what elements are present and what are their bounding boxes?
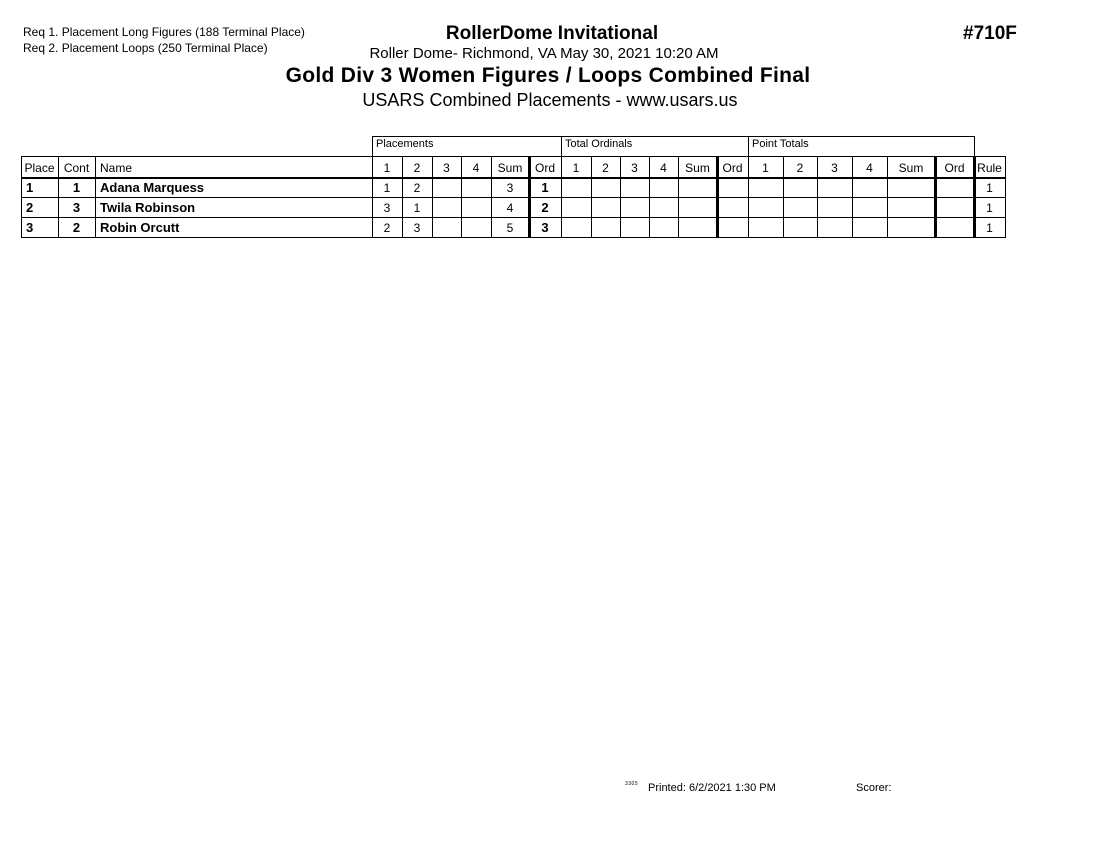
group-header: Point Totals (752, 138, 809, 150)
placement-2-cell: 2 (413, 181, 421, 195)
group-border-top (372, 136, 561, 137)
column-header: Sum (497, 161, 523, 175)
event-subtitle: USARS Combined Placements - www.usars.us (362, 90, 738, 110)
placement-ord-cell: 1 (541, 180, 549, 195)
cont-cell: 3 (72, 200, 81, 215)
group-divider (561, 136, 562, 156)
placement-sum-cell: 4 (506, 201, 514, 215)
cont-cell: 2 (72, 220, 81, 235)
column-header: 3 (831, 161, 838, 175)
event-title: Gold Div 3 Women Figures / Loops Combined Final (285, 64, 811, 87)
printed-timestamp: Printed: 6/2/2021 1:30 PM (648, 782, 776, 794)
rule-cell: 1 (986, 181, 993, 195)
place-cell: 3 (26, 220, 34, 235)
row-border (21, 217, 1005, 218)
group-divider (974, 136, 975, 156)
requirement-1: Req 1. Placement Long Figures (188 Terminal Place) (23, 25, 305, 39)
rule-cell: 1 (986, 201, 993, 215)
group-border-top (748, 136, 974, 137)
column-header: 1 (762, 161, 769, 175)
rule-cell: 1 (986, 221, 993, 235)
placement-1-cell: 1 (383, 181, 391, 195)
column-header: Place (24, 161, 55, 175)
column-header: Rule (977, 161, 1002, 175)
column-header: Ord (534, 161, 555, 175)
column-header: 2 (413, 161, 421, 175)
group-border-top (561, 136, 748, 137)
column-header: 1 (572, 161, 580, 175)
name-cell: Twila Robinson (100, 200, 196, 215)
header-border-top (21, 156, 1005, 157)
column-divider (95, 156, 96, 238)
requirement-2: Req 2. Placement Loops (250 Terminal Place) (23, 41, 268, 55)
row-border (21, 197, 1005, 198)
cont-cell: 1 (72, 180, 81, 195)
placement-2-cell: 1 (413, 201, 421, 215)
scorer-label: Scorer: (856, 782, 892, 794)
placement-sum-cell: 5 (506, 221, 514, 235)
column-header: 2 (796, 161, 804, 175)
group-header: Total Ordinals (565, 138, 633, 150)
row-border (21, 237, 1005, 238)
column-header: 4 (660, 161, 667, 175)
column-header: 3 (443, 161, 450, 175)
name-cell: Robin Orcutt (100, 220, 180, 235)
column-header: Ord (722, 161, 743, 175)
column-header: 2 (602, 161, 609, 175)
placement-1-cell: 3 (383, 201, 391, 215)
column-header: 3 (631, 161, 638, 175)
column-header: 4 (472, 161, 480, 175)
group-header: Placements (376, 138, 434, 150)
column-header: Ord (944, 161, 965, 175)
column-header: Name (100, 161, 133, 175)
column-header: 1 (383, 161, 391, 175)
group-divider (372, 136, 373, 156)
place-cell: 2 (26, 200, 34, 215)
name-cell: Adana Marquess (100, 180, 205, 195)
place-cell: 1 (26, 180, 34, 195)
footer-code: 3305 (625, 781, 639, 787)
placement-1-cell: 2 (383, 221, 391, 235)
event-number: #710F (963, 23, 1017, 44)
header-border-bottom (21, 177, 1005, 179)
placement-sum-cell: 3 (506, 181, 514, 195)
column-header: Sum (898, 161, 924, 175)
competition-title: RollerDome Invitational (445, 23, 659, 44)
column-header: Cont (63, 161, 90, 175)
placement-ord-cell: 2 (541, 200, 549, 215)
venue-date: Roller Dome- Richmond, VA May 30, 2021 10:20 AM (369, 45, 719, 62)
placement-2-cell: 3 (413, 221, 421, 235)
placement-ord-cell: 3 (541, 220, 549, 235)
column-header: 4 (866, 161, 873, 175)
column-divider (1005, 156, 1006, 238)
group-divider (748, 136, 749, 156)
column-header: Sum (685, 161, 710, 175)
